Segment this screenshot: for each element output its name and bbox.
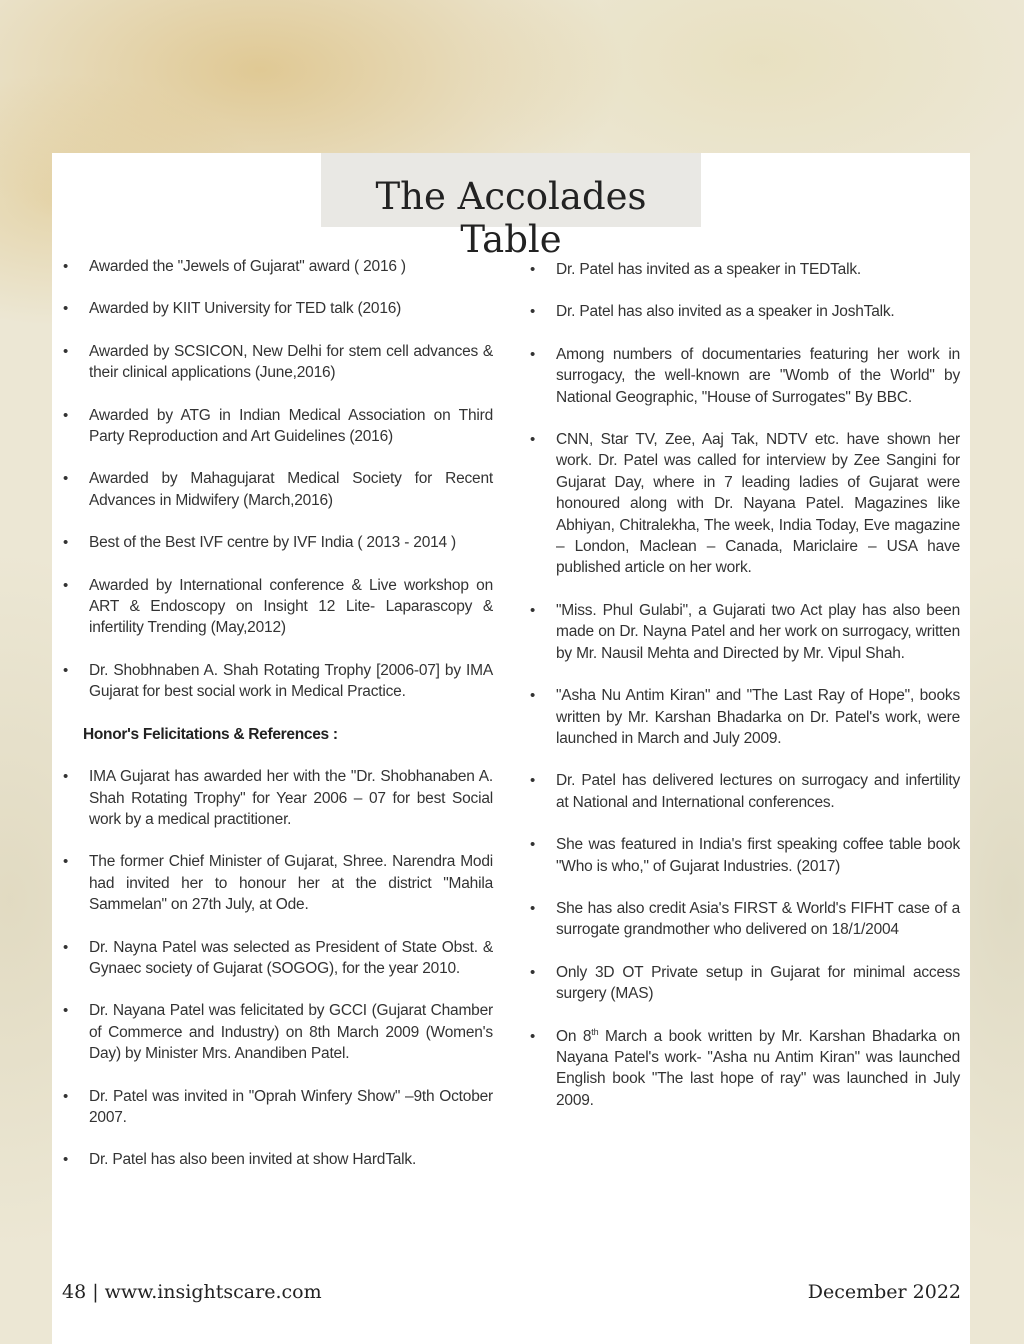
list-item: • "Asha Nu Antim Kiran" and "The Last Ray of Hope", books written by Mr. Karshan Bhadarka on Dr. Patel's work, were launched in March and July 2009. (530, 687, 960, 747)
bullet: • (530, 687, 536, 705)
list-item: • IMA Gujarat has awarded her with the "Dr. Shobhanaben A. Shah Rotating Trophy" for Year 2006 – 07 for best Social work by a medical practitioner. (63, 768, 493, 828)
list-item: • Awarded by SCSICON, New Delhi for stem cell advances & their clinical applications (June,2016) (63, 342, 493, 382)
bullet: • (63, 1002, 69, 1020)
bullet: • (530, 772, 536, 790)
list-item: • Dr. Patel has also invited as a speaker in JoshTalk. (530, 301, 960, 322)
bullet: • (63, 342, 69, 360)
bullet: • (63, 300, 69, 318)
bullet: • (63, 258, 69, 275)
list-item: • Awarded by KIIT University for TED talk (2016) (63, 298, 493, 319)
bullet: • (530, 1027, 536, 1045)
list-item: • CNN, Star TV, Zee, Aaj Tak, NDTV etc. have shown her work. Dr. Patel was called for interview by Zee Sangini for Gujarat Day, where in 7 leading ladies of Gujarat were honoured along with Dr. Nayana Patel. Magazines like Abhiyan, Chitralekha, The week, India Today, Eve magazine – London, Maclean – Canada, Mariclaire – USA have published article on her work. (530, 431, 960, 577)
bullet: • (530, 345, 536, 363)
list-item: • Dr. Patel has delivered lectures on surrogacy and infertility at National and International conferences. (530, 772, 960, 811)
bullet: • (530, 836, 536, 854)
list-item: • Awarded the "Jewels of Gujarat" award ( 2016 ) (63, 256, 493, 277)
bullet: • (530, 261, 536, 278)
bullet: • (530, 899, 536, 917)
section-heading: Honor's Felicitations & References : (83, 725, 338, 743)
list-item: • Dr. Patel was invited in "Oprah Winfery Show" –9th October 2007. (63, 1087, 493, 1126)
bullet: • (63, 470, 69, 488)
list-item: • Among numbers of documentaries featuring her work in surrogacy, the well-known are "Womb of the World" by National Geographic, "House of Surrogates" By BBC. (530, 345, 960, 406)
list-item: • She was featured in India's first speaking coffee table book "Who is who," of Gujarat Industries. (2017) (530, 836, 960, 875)
bullet: • (63, 1087, 69, 1105)
list-item: • Dr. Shobhnaben A. Shah Rotating Trophy [2006-07] by IMA Gujarat for best social work in Medical Practice. (63, 661, 493, 701)
list-item: • She has also credit Asia's FIRST & World's FIFHT case of a surrogate grandmother who delivered on 18/1/2004 (530, 899, 960, 939)
list-item: • Dr. Patel has invited as a speaker in TEDTalk. (530, 259, 960, 280)
bullet: • (63, 576, 69, 594)
list-item: • The former Chief Minister of Gujarat, Shree. Narendra Modi had invited her to honour her at the district "Mahila Sammelan" on 27th July, at Ode. (63, 853, 493, 914)
bullet: • (63, 534, 69, 552)
footer-date: December 2022 (807, 1281, 961, 1303)
bullet: • (530, 601, 536, 619)
list-item: • Only 3D OT Private setup in Gujarat for minimal access surgery (MAS) (530, 963, 960, 1003)
list-item: • Dr. Patel has also been invited at show HardTalk. (63, 1149, 493, 1170)
footer-page-url: 48 | www.insightscare.com (62, 1281, 322, 1303)
left-column (63, 256, 493, 1192)
list-item: • Dr. Nayna Patel was selected as President of State Obst. & Gynaec society of Gujarat (SOGOG), for the year 2010. (63, 938, 493, 977)
right-column (530, 259, 960, 1132)
list-item: • "Miss. Phul Gulabi", a Gujarati two Act play has also been made on Dr. Nayna Patel and her work on surrogacy, written by Mr. Nausil Mehta and Directed by Mr. Vipul Shah. (530, 601, 960, 662)
bullet: • (63, 938, 69, 956)
list-item: • Best of the Best IVF centre by IVF India ( 2013 - 2014 ) (63, 532, 493, 553)
bullet: • (530, 303, 536, 321)
list-item: • Awarded by Mahagujarat Medical Society for Recent Advances in Midwifery (March,2016) (63, 470, 493, 509)
bullet: • (63, 1151, 69, 1169)
title-box (321, 153, 701, 261)
list-item: • Awarded by ATG in Indian Medical Association on Third Party Reproduction and Art Guidelines (2016) (63, 406, 493, 446)
page-title: The Accolades Table (375, 175, 647, 261)
bullet: • (63, 768, 69, 786)
bullet: • (63, 406, 69, 424)
list-item: • Awarded by International conference & Live workshop on ART & Endoscopy on Insight 12 Lite- Laparascopy & infertility Trending (May,2012) (63, 576, 493, 637)
list-item: • On 8th March a book written by Mr. Karshan Bhadarka on Nayana Patel's work- "Asha nu Antim Kiran" was launched English book "The last hope of ray" was launched in July 2009. (530, 1026, 960, 1109)
list-item: • Dr. Nayana Patel was felicitated by GCCI (Gujarat Chamber of Commerce and Industry) on 8th March 2009 (Women's Day) by Minister Mrs. Anandiben Patel. (63, 1002, 493, 1063)
bullet: • (63, 853, 69, 871)
bullet: • (530, 431, 536, 449)
bullet: • (63, 661, 69, 679)
bullet: • (530, 963, 536, 981)
